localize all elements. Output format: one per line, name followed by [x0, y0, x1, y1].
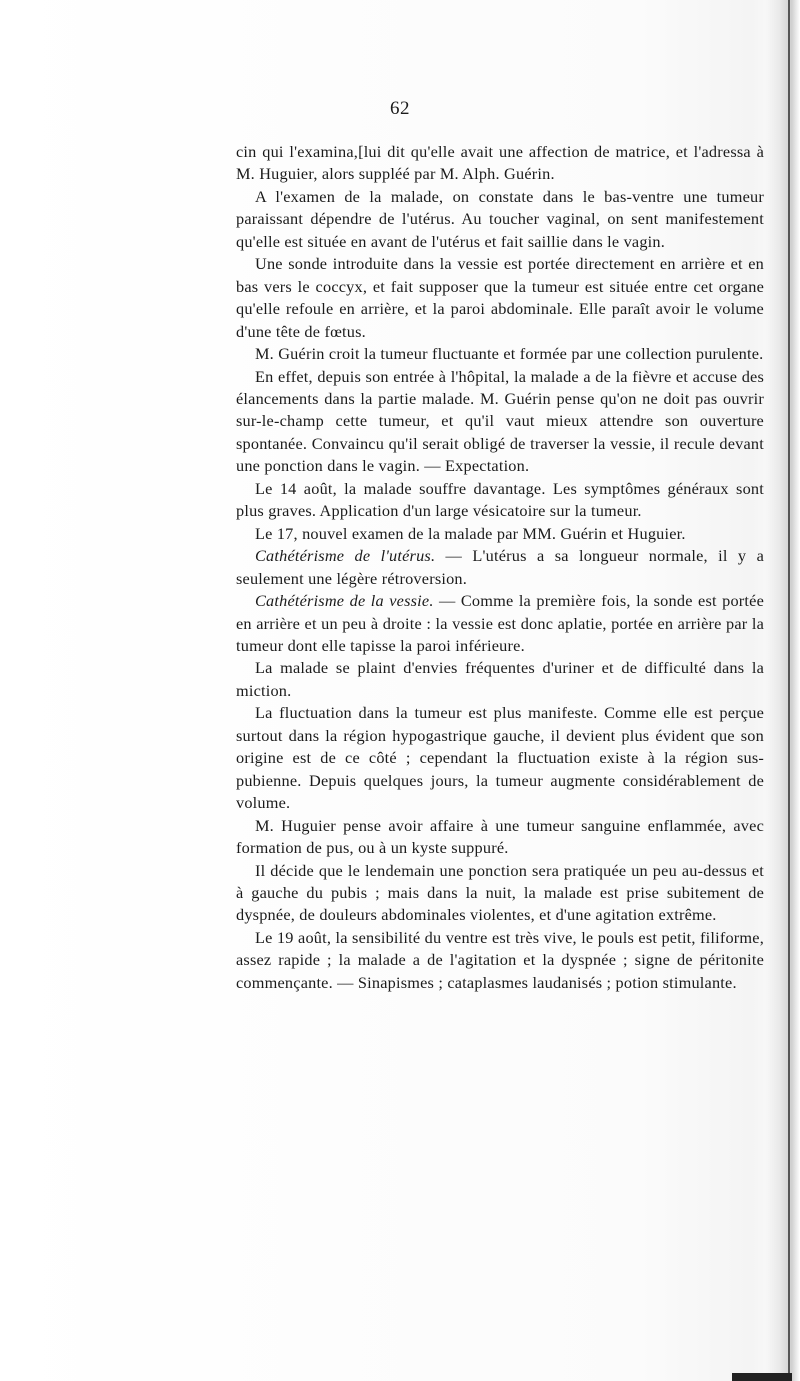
paragraph — [236, 343, 764, 365]
paragraph-text: M. Guérin croit la tumeur fluctuante et formée par une collection purulente. — [255, 344, 764, 364]
paragraph-text: La malade se plaint d'envies fréquentes d'uriner et de difficulté dans la miction. — [236, 658, 764, 700]
paragraph — [236, 545, 764, 590]
paragraph-text: Le 14 août, la malade souffre davantage. Les symptômes généraux sont plus graves. Application d'un large vésicatoire sur la tumeur. — [236, 478, 764, 521]
paragraph-text: Le 19 août, la sensibilité du ventre est très vive, le pouls est petit, filiforme, assez rapide ; la malade a de l'agitation et la dyspnée ; signe de péritonite commençante. — Sinapismes ; cataplasmes laudanisés ; potion stimulante. — [236, 927, 764, 992]
paragraph — [236, 927, 764, 994]
paragraph — [236, 702, 764, 814]
paragraph-text: La fluctuation dans la tumeur est plus manifeste. Comme elle est perçue surtout dans la région hypogastrique gauche, il devient plus évident que son origine est de ce côté ; cependant la fluctuation existe à la région sus-pubienne. Depuis quelques jours, la tumeur augmente considérablement de volume. — [236, 703, 764, 813]
paragraph-text: A l'examen de la malade, on constate dans le bas-ventre une tumeur paraissant dépendre de l'utérus. Au toucher vaginal, on sent manifestement qu'elle est située en avant de l'utérus et fait saillie dans le vagin. — [236, 186, 764, 251]
paragraph-text: cin qui l'examina,[lui dit qu'elle avait une affection de matrice, et l'adressa à M. Huguier, alors suppléé par M. Alph. Guérin. — [236, 142, 764, 184]
section-label: Cathétérisme de l'utérus. — [255, 546, 436, 566]
paragraph — [236, 186, 764, 253]
paragraph — [236, 478, 764, 523]
paragraph — [236, 815, 764, 860]
paragraph — [236, 366, 764, 478]
paragraph-text: — Comme la première fois, la sonde est portée en arrière et un peu à droite : la vessie est donc aplatie, portée en arrière par la tumeur dont elle tapisse la paroi inférieure. — [236, 591, 764, 655]
body-text — [236, 141, 764, 994]
page-edge-line — [788, 0, 790, 1381]
page-number: 62 — [390, 98, 410, 119]
paragraph-text: Le 17, nouvel examen de la malade par MM. Guérin et Huguier. — [255, 523, 686, 543]
paragraph — [236, 590, 764, 657]
paragraph — [236, 860, 764, 927]
paragraph-text: Une sonde introduite dans la vessie est portée directement en arrière et en bas vers le coccyx, et fait supposer que la tumeur est située entre cet organe qu'elle refoule en arrière, et la paroi abdominale. Elle paraît avoir le volume d'une tête de fœtus. — [236, 254, 764, 341]
page-edge-shadow — [766, 0, 800, 1381]
paragraph-text: Il décide que le lendemain une ponction sera pratiquée un peu au-dessus et à gauche du pubis ; mais dans la nuit, la malade est prise subitement de dyspnée, de douleurs abdominales violentes, et d'une agitation extrême. — [236, 860, 764, 925]
paragraph-text: En effet, depuis son entrée à l'hôpital, la malade a de la fièvre et accuse des élancements dans la partie malade. M. Guérin pense qu'on ne doit pas ouvrir sur-le-champ cette tumeur, et qu'il vaut mieux attendre son ouverture spontanée. Convaincu qu'il serait obligé de traverser la vessie, il recule devant une ponction dans le vagin. — Expectation. — [236, 366, 764, 476]
scan-edge-mark — [732, 1373, 792, 1381]
paragraph — [236, 523, 764, 545]
paragraph-text: M. Huguier pense avoir affaire à une tumeur sanguine enflammée, avec formation de pus, ou à un kyste suppuré. — [236, 815, 764, 858]
paragraph — [236, 657, 764, 702]
paragraph-text: — L'utérus a sa longueur normale, il y a seulement une légère rétroversion. — [236, 546, 764, 588]
paragraph — [236, 141, 764, 186]
section-label: Cathétérisme de la vessie. — [255, 591, 434, 611]
paragraph — [236, 253, 764, 343]
